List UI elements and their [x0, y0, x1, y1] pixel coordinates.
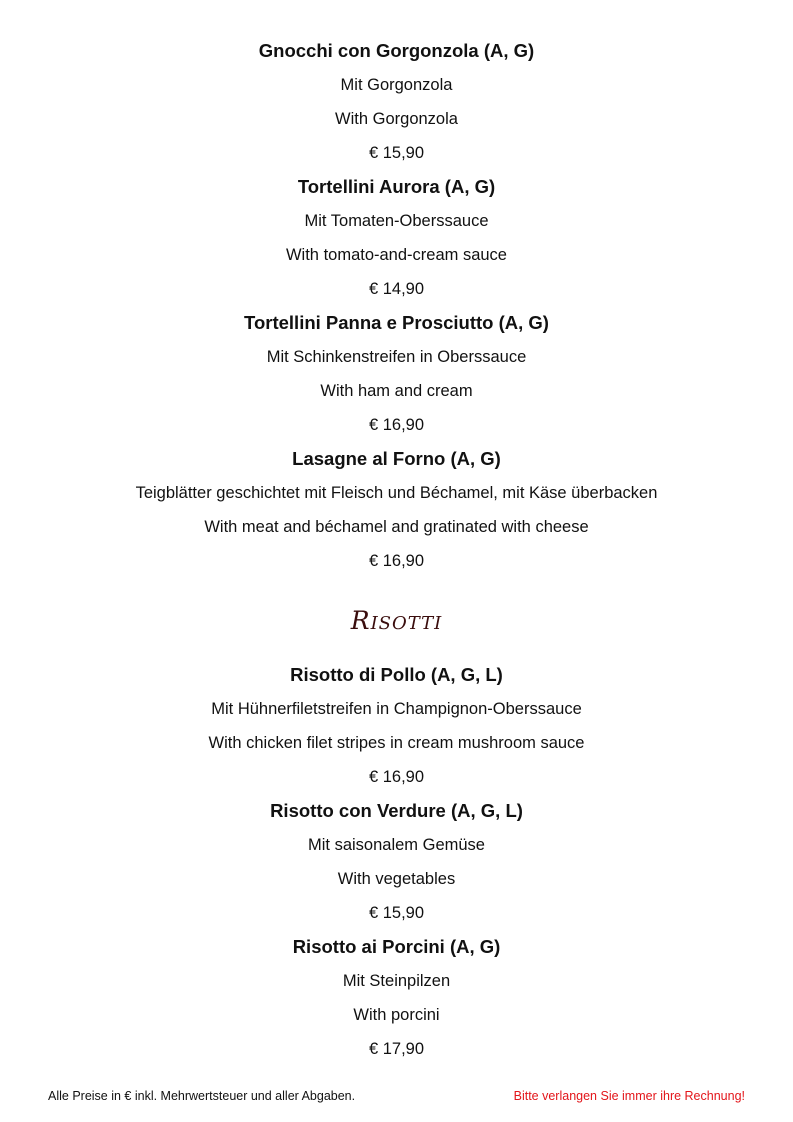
- dish-description-en: With porcini: [353, 1006, 440, 1024]
- dish-description-de: Teigblätter geschichtet mit Fleisch und Béchamel, mit Käse überbacken: [135, 484, 658, 502]
- dish-price: € 15,90: [368, 904, 425, 922]
- dish-price: € 17,90: [368, 1040, 425, 1058]
- dish-tortellini-aurora: [0, 170, 793, 306]
- section-title-risotti: Risotti: [350, 606, 443, 635]
- dish-description-de: Mit Hühnerfiletstreifen in Champignon-Oberssauce: [211, 700, 582, 718]
- dish-name: Risotto di Pollo (A, G, L): [290, 664, 503, 685]
- dish-name: Risotto ai Porcini (A, G): [292, 936, 501, 957]
- dish-price: € 16,90: [368, 768, 425, 786]
- dish-gnocchi-gorgonzola: [0, 34, 793, 170]
- dish-risotto-con-verdure: [0, 794, 793, 930]
- dish-description-de: Mit Tomaten-Oberssauce: [304, 212, 489, 230]
- dish-name: Lasagne al Forno (A, G): [292, 448, 501, 469]
- dish-description-en: With chicken filet stripes in cream mushroom sauce: [208, 734, 585, 752]
- dish-description-de: Mit Gorgonzola: [340, 76, 453, 94]
- dish-price: € 14,90: [368, 280, 425, 298]
- dish-description-en: With meat and béchamel and gratinated with cheese: [204, 518, 589, 536]
- footer-receipt-note: Bitte verlangen Sie immer ihre Rechnung!: [513, 1089, 745, 1103]
- dish-description-en: With ham and cream: [320, 382, 473, 400]
- dish-description-en: With tomato-and-cream sauce: [285, 246, 507, 264]
- footer-price-note: Alle Preise in € inkl. Mehrwertsteuer und aller Abgaben.: [48, 1089, 356, 1103]
- dish-description-en: With vegetables: [337, 870, 456, 888]
- dish-description-de: Mit saisonalem Gemüse: [308, 836, 485, 854]
- dish-description-de: Mit Steinpilzen: [342, 972, 451, 990]
- dish-risotto-ai-porcini: [0, 930, 793, 1066]
- dish-risotto-di-pollo: [0, 658, 793, 794]
- dish-price: € 16,90: [368, 416, 425, 434]
- dish-name: Tortellini Aurora (A, G): [297, 176, 496, 197]
- dish-price: € 15,90: [368, 144, 425, 162]
- dish-price: € 16,90: [368, 552, 425, 570]
- dish-name: Risotto con Verdure (A, G, L): [270, 800, 523, 821]
- dish-tortellini-panna-prosciutto: [0, 306, 793, 442]
- dish-description-en: With Gorgonzola: [335, 110, 458, 128]
- dish-description-de: Mit Schinkenstreifen in Oberssauce: [266, 348, 527, 366]
- dish-name: Tortellini Panna e Prosciutto (A, G): [244, 312, 549, 333]
- dish-lasagne-al-forno: [0, 442, 793, 578]
- dish-name: Gnocchi con Gorgonzola (A, G): [258, 40, 535, 61]
- page-footer: [0, 1084, 793, 1108]
